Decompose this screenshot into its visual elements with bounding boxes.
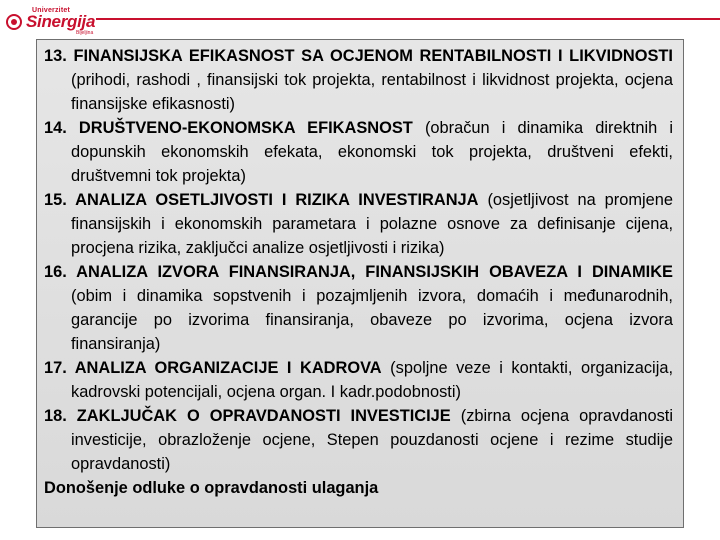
item-detail: (obim i dinamika sopstvenih i pozajmljenih izvora, domaćih i međunarodnih, garancije po izvorima finansiranja, obaveze po izvorima, ocjena izvora finansiranja) bbox=[71, 287, 673, 353]
item-detail: (prihodi, rashodi , finansijski tok projekta, rentabilnost i likvidnost projekta, ocjena finansijske efikasnosti) bbox=[71, 71, 673, 113]
item-detail: (spoljne veze i kontakti, organizacija, kadrovski potencijali, ocjena organ. I kadr.podobnosti) bbox=[71, 359, 674, 401]
list-item-16 bbox=[44, 260, 673, 356]
item-heading: 15. ANALIZA OSETLJIVOSTI I RIZIKA INVESTIRANJA bbox=[44, 191, 479, 209]
logo-name: Sinergija bbox=[26, 12, 96, 31]
header-divider bbox=[96, 18, 720, 20]
university-logo bbox=[6, 6, 116, 36]
item-detail: (zbirna ocjena opravdanosti investicije, obrazloženje ocjene, Stepen pouzdanosti ocjene i rezime studije opravdanosti) bbox=[71, 407, 673, 473]
final-line: Donošenje odluke o opravdanosti ulaganja bbox=[44, 479, 379, 497]
list-item-15 bbox=[44, 188, 673, 260]
list-item-13 bbox=[44, 44, 673, 116]
item-detail: (obračun i dinamika direktnih i dopunskih ekonomskih efekata, ekonomski tok projekta, društveni efekti, društvemni tok projekta) bbox=[71, 119, 673, 185]
slide-content-box bbox=[36, 39, 684, 528]
list-item-17 bbox=[44, 356, 673, 404]
logo-top-text: Univerzitet bbox=[32, 7, 70, 14]
list-item-14 bbox=[44, 116, 673, 188]
logo-emblem-icon bbox=[6, 14, 22, 30]
item-heading: 17. ANALIZA ORGANIZACIJE I KADROVA bbox=[44, 359, 382, 377]
item-detail: (osjetljivost na promjene finansijskih i ekonomskih parametara i polazne osnove za definisanje cijena, procjena rizika, zaključci analize osjetljivosti i rizika) bbox=[71, 191, 673, 257]
list-item-18 bbox=[44, 404, 673, 476]
item-heading: 14. DRUŠTVENO-EKONOMSKA EFIKASNOST bbox=[44, 119, 413, 137]
item-heading: 18. ZAKLJUČAK O OPRAVDANOSTI INVESTICIJE bbox=[44, 407, 451, 425]
item-heading: 16. ANALIZA IZVORA FINANSIRANJA, FINANSIJSKIH OBAVEZA I DINAMIKE bbox=[44, 263, 673, 281]
item-heading: 13. FINANSIJSKA EFIKASNOST SA OCJENOM RENTABILNOSTI I LIKVIDNOSTI bbox=[44, 47, 673, 65]
logo-sub-text: Bijeljina bbox=[76, 30, 94, 36]
